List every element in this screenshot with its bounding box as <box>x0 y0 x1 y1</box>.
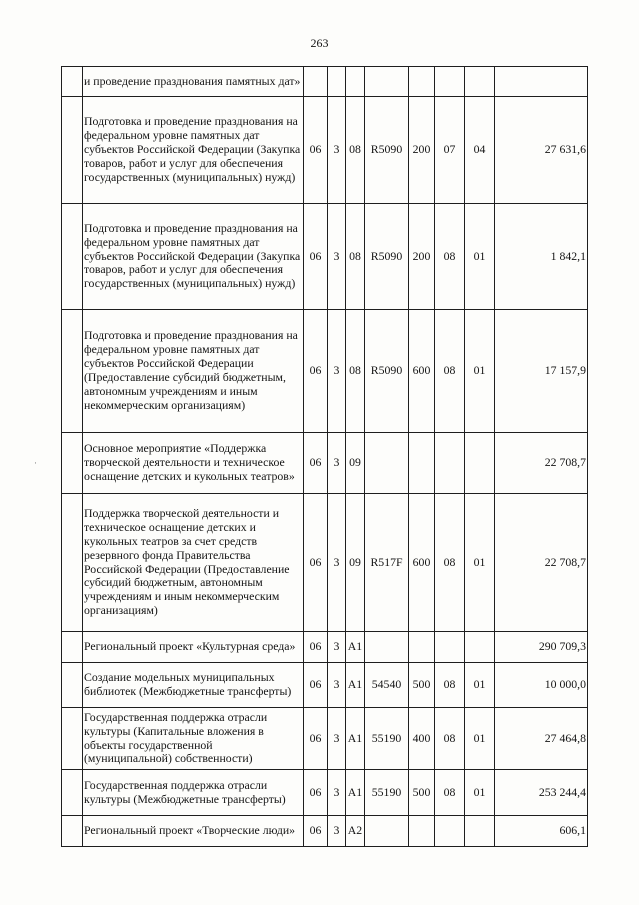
row-code-cell-c2: 3 <box>328 433 346 494</box>
table-row <box>62 770 588 816</box>
row-code-cell-c5 <box>409 632 435 663</box>
row-code-cell-c1 <box>304 67 328 97</box>
table-row <box>62 663 588 708</box>
row-code-cell-c5: 400 <box>409 708 435 770</box>
row-code-cell-c1: 06 <box>304 494 328 632</box>
row-code-cell-c2: 3 <box>328 663 346 708</box>
row-code-cell-c2: 3 <box>328 204 346 310</box>
row-code-cell-c1: 06 <box>304 632 328 663</box>
scan-speck: · <box>34 458 37 468</box>
row-name-cell: Подготовка и проведение празднования на федеральном уровне памятных дат субъектов Российской Федерации (Закупка товаров, работ и услуг для обеспечения государственных (муниципальных) нужд) <box>83 204 304 310</box>
row-code-cell-c1: 06 <box>304 770 328 816</box>
row-code-cell-c1: 06 <box>304 310 328 433</box>
row-code-cell-c4 <box>365 67 409 97</box>
row-name-cell: Региональный проект «Творческие люди» <box>83 816 304 847</box>
row-code-cell-c6 <box>435 632 465 663</box>
row-name-cell: Государственная поддержка отрасли культуры (Капитальные вложения в объекты государственной (муниципальной) собственности) <box>83 708 304 770</box>
row-code-cell-c6 <box>435 816 465 847</box>
row-code-cell-c7: 01 <box>465 204 495 310</box>
row-code-cell-c2: 3 <box>328 632 346 663</box>
row-code-cell-c6: 08 <box>435 310 465 433</box>
row-code-cell-c4: 55190 <box>365 708 409 770</box>
row-code-cell-c6: 08 <box>435 204 465 310</box>
row-code-cell-c7 <box>465 632 495 663</box>
row-index-cell <box>62 663 83 708</box>
row-code-cell-c7 <box>465 67 495 97</box>
row-index-cell <box>62 708 83 770</box>
row-code-cell-c4: 54540 <box>365 663 409 708</box>
row-code-cell-c5 <box>409 433 435 494</box>
row-amount-cell: 17 157,9 <box>495 310 588 433</box>
row-code-cell-c1: 06 <box>304 663 328 708</box>
row-code-cell-c6: 08 <box>435 770 465 816</box>
row-amount-cell: 10 000,0 <box>495 663 588 708</box>
table-row <box>62 204 588 310</box>
row-name-cell: Подготовка и проведение празднования на федеральном уровне памятных дат субъектов Российской Федерации (Предоставление субсидий бюджетным, автономным учреждениям и иным некоммерческим организациям) <box>83 310 304 433</box>
row-code-cell-c5 <box>409 67 435 97</box>
row-name-cell: Подготовка и проведение празднования на федеральном уровне памятных дат субъектов Российской Федерации (Закупка товаров, работ и услуг для обеспечения государственных (муниципальных) нужд) <box>83 97 304 204</box>
row-code-cell-c2: 3 <box>328 310 346 433</box>
row-code-cell-c4: R517F <box>365 494 409 632</box>
row-code-cell-c5: 500 <box>409 663 435 708</box>
row-code-cell-c5: 600 <box>409 310 435 433</box>
row-code-cell-c4 <box>365 632 409 663</box>
row-code-cell-c2: 3 <box>328 708 346 770</box>
table-row <box>62 97 588 204</box>
row-name-cell: Государственная поддержка отрасли культуры (Межбюджетные трансферты) <box>83 770 304 816</box>
row-index-cell <box>62 770 83 816</box>
row-code-cell-c7: 01 <box>465 494 495 632</box>
row-code-cell-c2: 3 <box>328 816 346 847</box>
row-code-cell-c4: R5090 <box>365 97 409 204</box>
row-code-cell-c7 <box>465 433 495 494</box>
row-index-cell <box>62 433 83 494</box>
row-index-cell <box>62 67 83 97</box>
row-code-cell-c1: 06 <box>304 97 328 204</box>
row-code-cell-c6: 08 <box>435 494 465 632</box>
row-code-cell-c1: 06 <box>304 204 328 310</box>
row-amount-cell: 253 244,4 <box>495 770 588 816</box>
row-index-cell <box>62 816 83 847</box>
row-code-cell-c3: A2 <box>346 816 365 847</box>
row-code-cell-c2: 3 <box>328 770 346 816</box>
row-amount-cell: 22 708,7 <box>495 494 588 632</box>
row-code-cell-c1: 06 <box>304 433 328 494</box>
row-code-cell-c2 <box>328 67 346 97</box>
row-code-cell-c2: 3 <box>328 494 346 632</box>
row-name-cell: Основное мероприятие «Поддержка творческой деятельности и техническое оснащение детских и кукольных театров» <box>83 433 304 494</box>
row-code-cell-c3: 08 <box>346 97 365 204</box>
row-code-cell-c5: 200 <box>409 97 435 204</box>
row-code-cell-c6 <box>435 433 465 494</box>
row-amount-cell: 290 709,3 <box>495 632 588 663</box>
table-body <box>62 67 588 847</box>
row-code-cell-c6: 08 <box>435 708 465 770</box>
row-code-cell-c7: 01 <box>465 770 495 816</box>
row-amount-cell: 27 631,6 <box>495 97 588 204</box>
row-code-cell-c5: 500 <box>409 770 435 816</box>
row-index-cell <box>62 97 83 204</box>
row-code-cell-c3: 08 <box>346 204 365 310</box>
row-name-cell: Создание модельных муниципальных библиотек (Межбюджетные трансферты) <box>83 663 304 708</box>
row-name-cell: и проведение празднования памятных дат» <box>83 67 304 97</box>
page-number: 263 <box>310 36 329 50</box>
table-row <box>62 310 588 433</box>
row-code-cell-c6: 08 <box>435 663 465 708</box>
row-code-cell-c3: 09 <box>346 433 365 494</box>
row-index-cell <box>62 632 83 663</box>
row-code-cell-c5: 200 <box>409 204 435 310</box>
table-row <box>62 708 588 770</box>
row-code-cell-c6 <box>435 67 465 97</box>
row-code-cell-c4: 55190 <box>365 770 409 816</box>
row-code-cell-c3: A1 <box>346 770 365 816</box>
row-code-cell-c7: 04 <box>465 97 495 204</box>
row-code-cell-c5: 600 <box>409 494 435 632</box>
row-code-cell-c7: 01 <box>465 708 495 770</box>
table-row <box>62 816 588 847</box>
row-code-cell-c2: 3 <box>328 97 346 204</box>
table-row <box>62 67 588 97</box>
row-amount-cell: 22 708,7 <box>495 433 588 494</box>
row-name-cell: Поддержка творческой деятельности и техническое оснащение детских и кукольных театров за счет средств резервного фонда Правительства Российской Федерации (Предоставление субсидий бюджетным, автономным учреждениям и иным некоммерческим организациям) <box>83 494 304 632</box>
row-code-cell-c7: 01 <box>465 310 495 433</box>
row-code-cell-c3: 09 <box>346 494 365 632</box>
table-row <box>62 433 588 494</box>
row-name-cell: Региональный проект «Культурная среда» <box>83 632 304 663</box>
row-amount-cell <box>495 67 588 97</box>
row-code-cell-c3 <box>346 67 365 97</box>
row-code-cell-c7 <box>465 816 495 847</box>
row-code-cell-c3: A1 <box>346 663 365 708</box>
row-code-cell-c4: R5090 <box>365 310 409 433</box>
row-amount-cell: 1 842,1 <box>495 204 588 310</box>
budget-table <box>61 66 588 847</box>
row-index-cell <box>62 494 83 632</box>
row-code-cell-c3: A1 <box>346 708 365 770</box>
row-code-cell-c4 <box>365 816 409 847</box>
row-amount-cell: 606,1 <box>495 816 588 847</box>
row-code-cell-c3: A1 <box>346 632 365 663</box>
row-code-cell-c6: 07 <box>435 97 465 204</box>
table-row <box>62 494 588 632</box>
row-amount-cell: 27 464,8 <box>495 708 588 770</box>
row-index-cell <box>62 204 83 310</box>
row-code-cell-c4: R5090 <box>365 204 409 310</box>
row-code-cell-c7: 01 <box>465 663 495 708</box>
row-index-cell <box>62 310 83 433</box>
row-code-cell-c3: 08 <box>346 310 365 433</box>
row-code-cell-c4 <box>365 433 409 494</box>
table-row <box>62 632 588 663</box>
row-code-cell-c1: 06 <box>304 708 328 770</box>
row-code-cell-c1: 06 <box>304 816 328 847</box>
row-code-cell-c5 <box>409 816 435 847</box>
